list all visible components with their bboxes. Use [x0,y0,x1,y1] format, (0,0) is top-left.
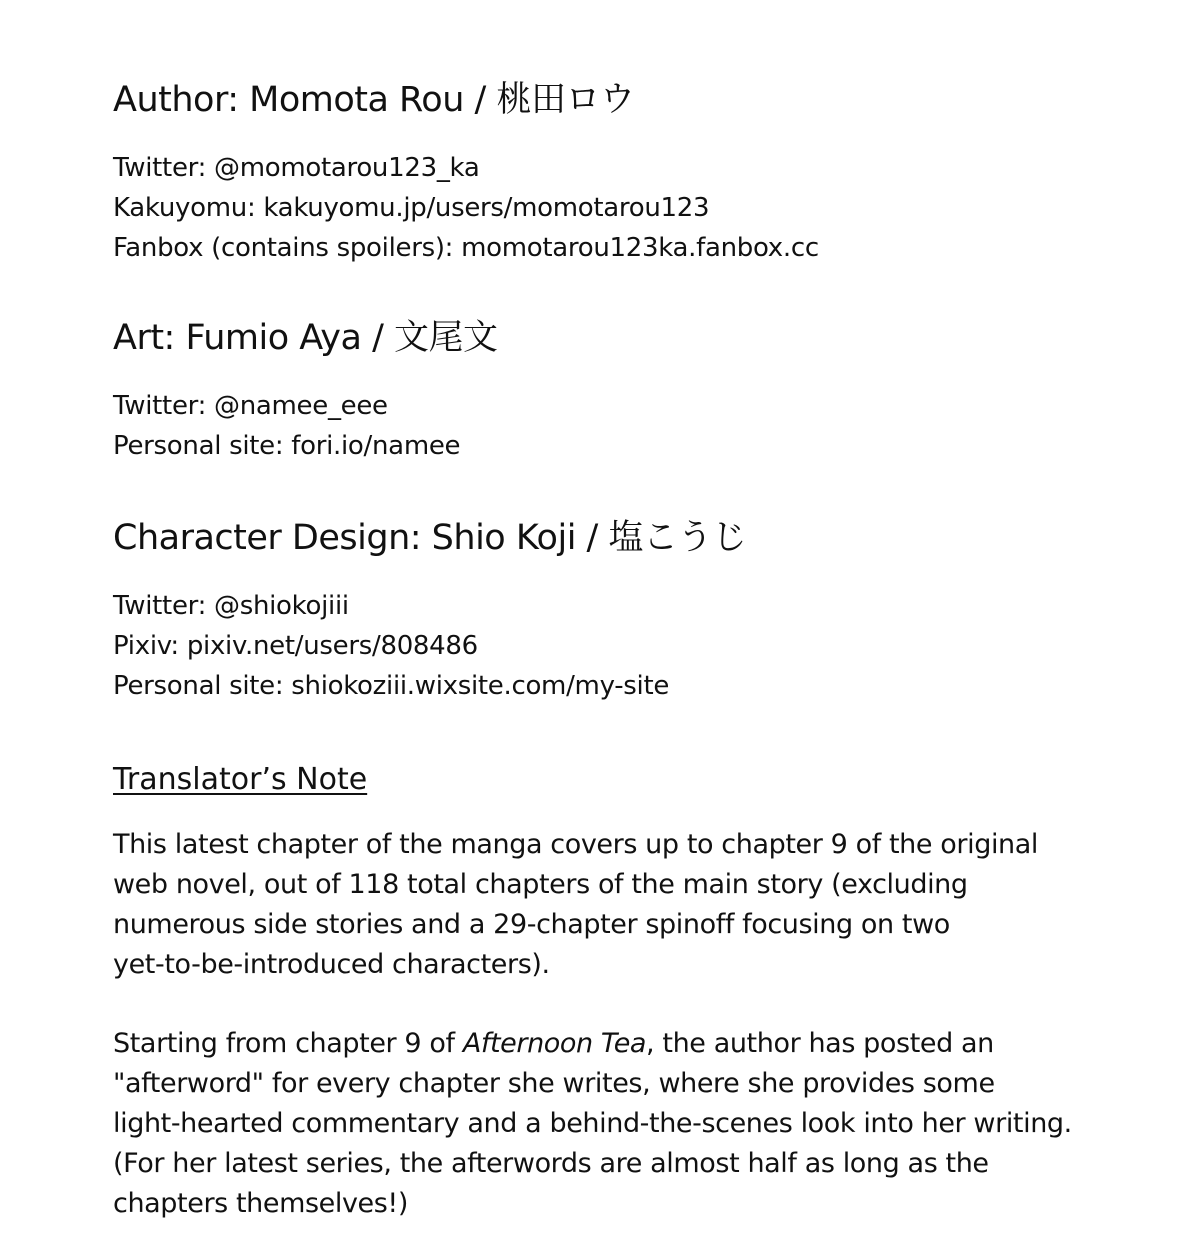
character-design-twitter: Twitter: @shiokojiii [113,591,349,621]
art-twitter: Twitter: @namee_eee [113,391,388,421]
note-paragraph2-prefix: Starting from chapter 9 of [113,1028,463,1059]
note-paragraph2-suffix: , the author has posted an [646,1028,994,1059]
art-heading: Art: Fumio Aya / 文尾文 [113,318,498,358]
note-paragraph2-line: (For her latest series, the afterwords are almost half as long as the [113,1148,989,1179]
author-heading: Author: Momota Rou / 桃田ロウ [113,80,635,120]
note-paragraph2-line: light-hearted commentary and a behind-the-scenes look into her writing. [113,1108,1072,1139]
art-personal-site: Personal site: fori.io/namee [113,431,461,461]
character-design-heading: Character Design: Shio Koji / 塩こうじ [113,518,747,558]
author-twitter: Twitter: @momotarou123_ka [113,153,480,183]
character-design-pixiv: Pixiv: pixiv.net/users/808486 [113,631,478,661]
novel-title: Afternoon Tea [462,1028,647,1059]
note-paragraph2-line: chapters themselves!) [113,1188,408,1219]
note-paragraph2-line [113,1027,994,1061]
note-paragraph1-line: web novel, out of 118 total chapters of the main story (excluding [113,869,968,900]
note-paragraph1-line: yet-to-be-introduced characters). [113,949,550,980]
character-design-personal-site: Personal site: shiokoziii.wixsite.com/my-site [113,671,670,701]
translator-note-heading: Translator’s Note [113,762,368,797]
author-kakuyomu: Kakuyomu: kakuyomu.jp/users/momotarou123 [113,193,710,223]
note-paragraph2-line: "afterword" for every chapter she writes, where she provides some [113,1068,995,1099]
note-paragraph1-line: This latest chapter of the manga covers up to chapter 9 of the original [113,829,1039,860]
author-fanbox: Fanbox (contains spoilers): momotarou123ka.fanbox.cc [113,233,819,263]
note-paragraph1-line: numerous side stories and a 29-chapter spinoff focusing on two [113,909,950,940]
